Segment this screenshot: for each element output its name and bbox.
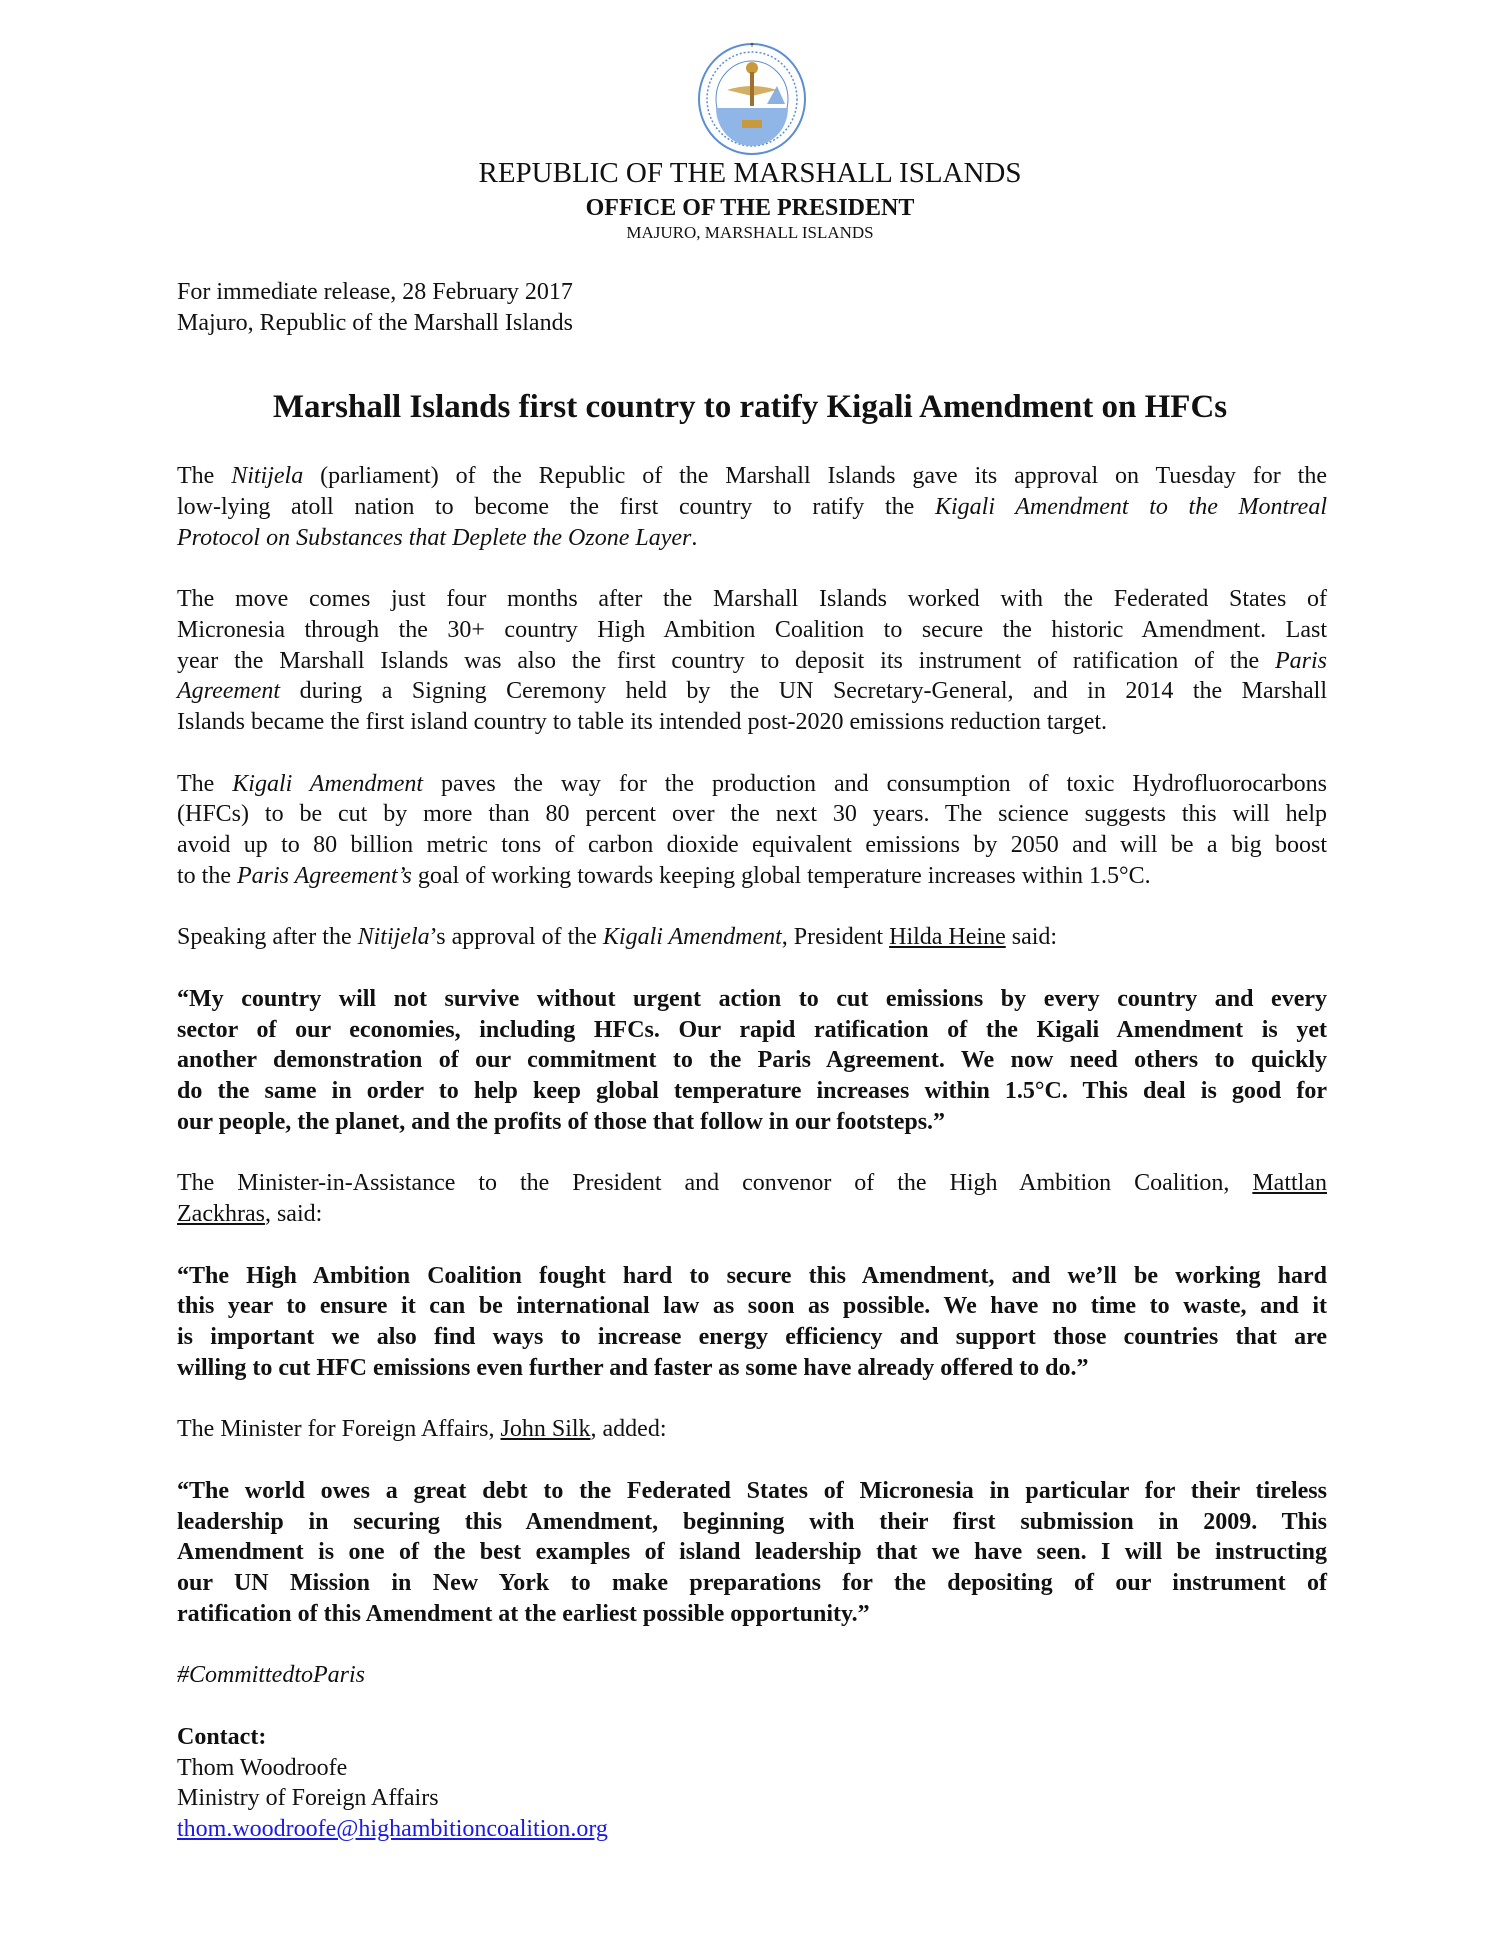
office-heading: OFFICE OF THE PRESIDENT <box>585 195 915 221</box>
text-line <box>177 1076 1327 1107</box>
press-release-body <box>177 461 1327 1876</box>
quote-paragraph <box>177 1476 1327 1630</box>
text-segment: The <box>177 770 233 797</box>
text-segment: The Minister for Foreign Affairs, <box>177 1416 501 1443</box>
text-line <box>177 1168 1327 1199</box>
text-segment: The <box>177 463 232 489</box>
paragraph <box>177 461 1327 553</box>
text-line <box>177 1261 1327 1292</box>
text-segment: Contact: <box>177 1723 267 1750</box>
text-segment: paves the way for the production and consumption of toxic Hydrofluorocarbons <box>423 770 1328 797</box>
text-segment: is important we also find ways to increase energy efficiency and support those countries that are <box>177 1324 1327 1350</box>
text-line <box>177 1722 1327 1753</box>
text-line <box>177 584 1327 615</box>
text-segment: to the <box>177 862 237 889</box>
text-segment: sector of our economies, including HFCs. Our rapid ratification of the Kigali Amendment is yet <box>177 1016 1327 1043</box>
text-line <box>177 1660 1327 1691</box>
contact-block <box>177 1722 1327 1845</box>
text-segment: during a Signing Ceremony held by the UN Secretary-General, and in 2014 the Marshall <box>280 678 1327 705</box>
text-line <box>177 523 1327 554</box>
text-segment: said: <box>1005 924 1058 951</box>
paragraph <box>177 769 1327 892</box>
italic-text: Paris <box>1274 647 1327 674</box>
release-info <box>177 277 573 339</box>
italic-text: Protocol on Substances that Deplete the Ozone Layer <box>177 524 692 551</box>
text-line <box>177 492 1327 523</box>
text-line <box>177 1045 1327 1076</box>
text-segment: year the Marshall Islands was also the first country to deposit its instrument of ratification of the <box>177 647 1275 674</box>
text-segment: do the same in order to help keep global temperature increases within 1.5°C. This deal is good for <box>177 1078 1327 1104</box>
text-line <box>177 769 1327 800</box>
text-segment: goal of working towards keeping global temperature increases within 1.5°C. <box>411 862 1151 889</box>
press-release-title: Marshall Islands first country to ratify Kigali Amendment on HFCs <box>272 389 1228 425</box>
release-place: Majuro, Republic of the Marshall Islands <box>177 309 573 336</box>
quote-paragraph <box>177 984 1327 1138</box>
text-segment: (parliament) of the Republic of the Marshall Islands gave its approval on Tuesday for the <box>303 463 1327 489</box>
text-line <box>177 1599 1327 1630</box>
italic-text: Nitijela <box>357 924 430 951</box>
italic-text: Kigali Amendment to the Montreal <box>934 493 1327 520</box>
text-segment: Micronesia through the 30+ country High Ambition Coalition to secure the historic Amendment. Last <box>177 616 1327 643</box>
text-segment: , added: <box>590 1416 667 1443</box>
contact-email-link[interactable]: thom.woodroofe@highambitioncoalition.org <box>177 1816 608 1842</box>
text-segment: , said: <box>264 1201 323 1227</box>
text-line <box>177 922 1327 953</box>
text-line <box>177 1537 1327 1568</box>
text-line <box>177 1814 1327 1845</box>
text-segment: ’s approval of the <box>429 924 603 951</box>
text-line <box>177 1322 1327 1353</box>
text-line <box>177 1199 1327 1230</box>
text-line <box>177 1107 1327 1138</box>
paragraph <box>177 922 1327 953</box>
country-heading: REPUBLIC OF THE MARSHALL ISLANDS <box>478 157 1022 189</box>
svg-text:✝: ✝ <box>749 43 755 49</box>
paragraph <box>177 1168 1327 1230</box>
text-segment: (HFCs) to be cut by more than 80 percent over the next 30 years. The science suggests this will help <box>177 801 1327 828</box>
text-segment: our people, the planet, and the profits of those that follow in our footsteps.” <box>177 1108 946 1135</box>
text-segment: our UN Mission in New York to make preparations for the depositing of our instrument of <box>177 1570 1327 1596</box>
text-line <box>177 1414 1327 1445</box>
text-segment: Islands became the first island country to table its intended post-2020 emissions reduction target. <box>177 709 1108 735</box>
text-segment: “The High Ambition Coalition fought hard to secure this Amendment, and we’ll be working hard <box>177 1262 1327 1289</box>
text-segment: another demonstration of our commitment to the Paris Agreement. We now need others to quickly <box>177 1047 1327 1074</box>
text-line <box>177 1507 1327 1538</box>
quote-paragraph <box>177 1261 1327 1384</box>
release-date: For immediate release, 28 February 2017 <box>177 279 573 305</box>
text-line <box>177 707 1327 738</box>
person-name: Mattlan <box>1252 1170 1327 1197</box>
person-name: Hilda Heine <box>889 924 1006 951</box>
text-segment: avoid up to 80 billion metric tons of carbon dioxide equivalent emissions by 2050 and will be a big boost <box>177 832 1327 858</box>
text-line <box>177 799 1327 830</box>
text-segment: Ministry of Foreign Affairs <box>177 1785 439 1812</box>
text-line <box>177 861 1327 892</box>
text-line <box>177 830 1327 861</box>
text-line <box>177 461 1327 492</box>
text-segment: . <box>691 524 698 551</box>
text-segment: ratification of this Amendment at the earliest possible opportunity.” <box>177 1600 870 1627</box>
text-line <box>177 1291 1327 1322</box>
text-segment: this year to ensure it can be international law as soon as possible. We have no time to waste, and it <box>177 1293 1327 1320</box>
text-segment: Amendment is one of the best examples of island leadership that we have seen. I will be instructing <box>177 1539 1327 1566</box>
italic-text: Paris Agreement’s <box>237 862 412 889</box>
text-line <box>177 1476 1327 1507</box>
text-segment: “The world owes a great debt to the Federated States of Micronesia in particular for their tireless <box>177 1477 1327 1504</box>
text-line <box>177 1015 1327 1046</box>
italic-text: Kigali Amendment <box>602 924 782 951</box>
presidential-seal-icon <box>697 42 807 156</box>
text-line <box>177 1753 1327 1784</box>
location-heading: MAJURO, MARSHALL ISLANDS <box>626 223 874 242</box>
italic-text: Kigali Amendment <box>232 770 424 797</box>
text-segment: Speaking after the <box>177 924 358 951</box>
italic-text: Agreement <box>177 678 281 705</box>
text-line <box>177 1783 1327 1814</box>
text-segment: willing to cut HFC emissions even further and faster as some have already offered to do.” <box>177 1354 1089 1381</box>
text-line <box>177 615 1327 646</box>
text-segment: The move comes just four months after the Marshall Islands worked with the Federated States of <box>177 586 1327 612</box>
paragraph <box>177 1414 1327 1445</box>
text-line <box>177 1353 1327 1384</box>
text-line <box>177 676 1327 707</box>
text-line <box>177 1568 1327 1599</box>
text-segment: leadership in securing this Amendment, beginning with their first submission in 2009. This <box>177 1508 1327 1535</box>
italic-text: Nitijela <box>231 463 304 489</box>
text-line <box>177 984 1327 1015</box>
text-segment: , President <box>781 924 890 951</box>
italic-text: #CommittedtoParis <box>177 1662 366 1689</box>
text-segment: The Minister-in-Assistance to the President and convenor of the High Ambition Coalition, <box>177 1170 1253 1197</box>
text-segment: Thom Woodroofe <box>177 1754 348 1781</box>
text-segment: “My country will not survive without urgent action to cut emissions by every country and every <box>177 985 1327 1012</box>
person-name: John Silk <box>500 1416 591 1443</box>
paragraph <box>177 584 1327 738</box>
text-line <box>177 646 1327 677</box>
person-name: Zackhras <box>177 1201 265 1227</box>
paragraph <box>177 1660 1327 1691</box>
text-segment: low-lying atoll nation to become the first country to ratify the <box>177 493 935 520</box>
